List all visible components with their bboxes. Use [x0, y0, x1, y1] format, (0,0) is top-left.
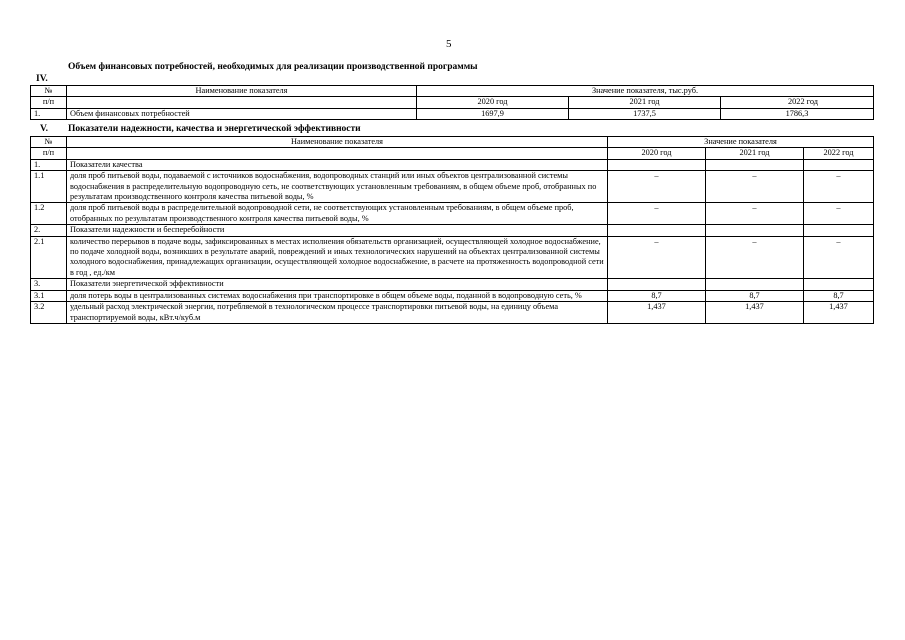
row-number: 3.2 [31, 302, 67, 324]
blank-cell [67, 97, 417, 108]
indicator-row [31, 171, 874, 203]
row-number: 1. [31, 108, 67, 119]
row-name: доля потерь воды в централизованных системах водоснабжения при транспортировке в общем объеме воды, поданной в водопроводную сеть, % [67, 290, 608, 301]
blank-cell [608, 279, 706, 290]
row-value: – [706, 203, 804, 225]
col-no-header: № [31, 86, 67, 97]
row-name: количество перерывов в подаче воды, зафиксированных в местах исполнения обязательств организацией, осуществляющей холодное водоснабжение, по подаче холодной воды, возникших в результате аварий, повреждений и иных технологических нарушений на объектах централизованной системы холодного водоснабжения, принадлежащих организации, осуществляющей холодное водоснабжение, в расчете на протяженность водопроводной сети в год , ед./км [67, 236, 608, 279]
row-value: – [706, 171, 804, 203]
year-header: 2020 год [608, 148, 706, 159]
row-name: удельный расход электрической энергии, потребляемой в технологическом процессе транспортировки питьевой воды, на единицу объема транспортируемой воды, кВт.ч/куб.м [67, 302, 608, 324]
row-name: доля проб питьевой воды, подаваемой с источников водоснабжения, водопроводных станций или иных объектов централизованной системы водоснабжения в распределительную водопроводную сеть, не соответствующих установленным требованиям, в общем объеме проб, отобранных по результатам производственного контроля качества питьевой воды, % [67, 171, 608, 203]
group-title: Показатели энергетической эффективности [67, 279, 608, 290]
row-value: – [804, 236, 874, 279]
col-value-header: Значение показателя, тыс.руб. [417, 86, 874, 97]
row-number: 3. [31, 279, 67, 290]
row-value: 1,437 [706, 302, 804, 324]
year-header: 2020 год [417, 97, 569, 108]
year-header: 2022 год [721, 97, 874, 108]
group-title: Показатели качества [67, 159, 608, 170]
row-number: 1.1 [31, 171, 67, 203]
row-value: 1737,5 [569, 108, 721, 119]
blank-cell [706, 225, 804, 236]
year-header: 2021 год [706, 148, 804, 159]
row-value: 1697,9 [417, 108, 569, 119]
indicator-row [31, 236, 874, 279]
blank-cell [608, 225, 706, 236]
col-name-header: Наименование показателя [67, 137, 608, 148]
indicator-row [31, 302, 874, 324]
col-value-header: Значение показателя [608, 137, 874, 148]
group-row [31, 159, 874, 170]
indicator-row [31, 290, 874, 301]
col-no2-header: п/п [31, 148, 67, 159]
section-5-number: V. [40, 124, 49, 134]
section-4-number: IV. [36, 74, 48, 84]
row-number: 2. [31, 225, 67, 236]
year-header: 2021 год [569, 97, 721, 108]
blank-cell [804, 159, 874, 170]
row-number: 3.1 [31, 290, 67, 301]
col-name-header: Наименование показателя [67, 86, 417, 97]
row-value: – [804, 171, 874, 203]
row-number: 1.2 [31, 203, 67, 225]
group-title: Показатели надежности и бесперебойности [67, 225, 608, 236]
group-row [31, 279, 874, 290]
row-name: Объем финансовых потребностей [67, 108, 417, 119]
row-number: 2.1 [31, 236, 67, 279]
blank-cell [804, 279, 874, 290]
row-value: 1786,3 [721, 108, 874, 119]
col-no2-header: п/п [31, 97, 67, 108]
indicator-row [31, 203, 874, 225]
row-value: 1,437 [804, 302, 874, 324]
row-number: 1. [31, 159, 67, 170]
year-header: 2022 год [804, 148, 874, 159]
col-no-header: № [31, 137, 67, 148]
row-value: 8,7 [608, 290, 706, 301]
row-value: 8,7 [706, 290, 804, 301]
section-4-title: Объем финансовых потребностей, необходимых для реализации производственной программы [68, 62, 478, 72]
group-row [31, 225, 874, 236]
blank-cell [706, 279, 804, 290]
row-value: – [706, 236, 804, 279]
blank-cell [804, 225, 874, 236]
row-value: – [608, 203, 706, 225]
blank-cell [706, 159, 804, 170]
page-number: 5 [446, 38, 452, 50]
section-5-title: Показатели надежности, качества и энергетической эффективности [68, 124, 361, 134]
row-value: 8,7 [804, 290, 874, 301]
row-name: доля проб питьевой воды в распределительной водопроводной сети, не соответствующих установленным требованиям, в общем объеме проб, отобранных по результатам производственного контроля качества питьевой воды, % [67, 203, 608, 225]
financial-needs-table [30, 85, 874, 120]
row-value: 1,437 [608, 302, 706, 324]
blank-cell [608, 159, 706, 170]
indicators-table [30, 136, 874, 324]
row-value: – [804, 203, 874, 225]
row-value: – [608, 171, 706, 203]
blank-cell [67, 148, 608, 159]
row-value: – [608, 236, 706, 279]
